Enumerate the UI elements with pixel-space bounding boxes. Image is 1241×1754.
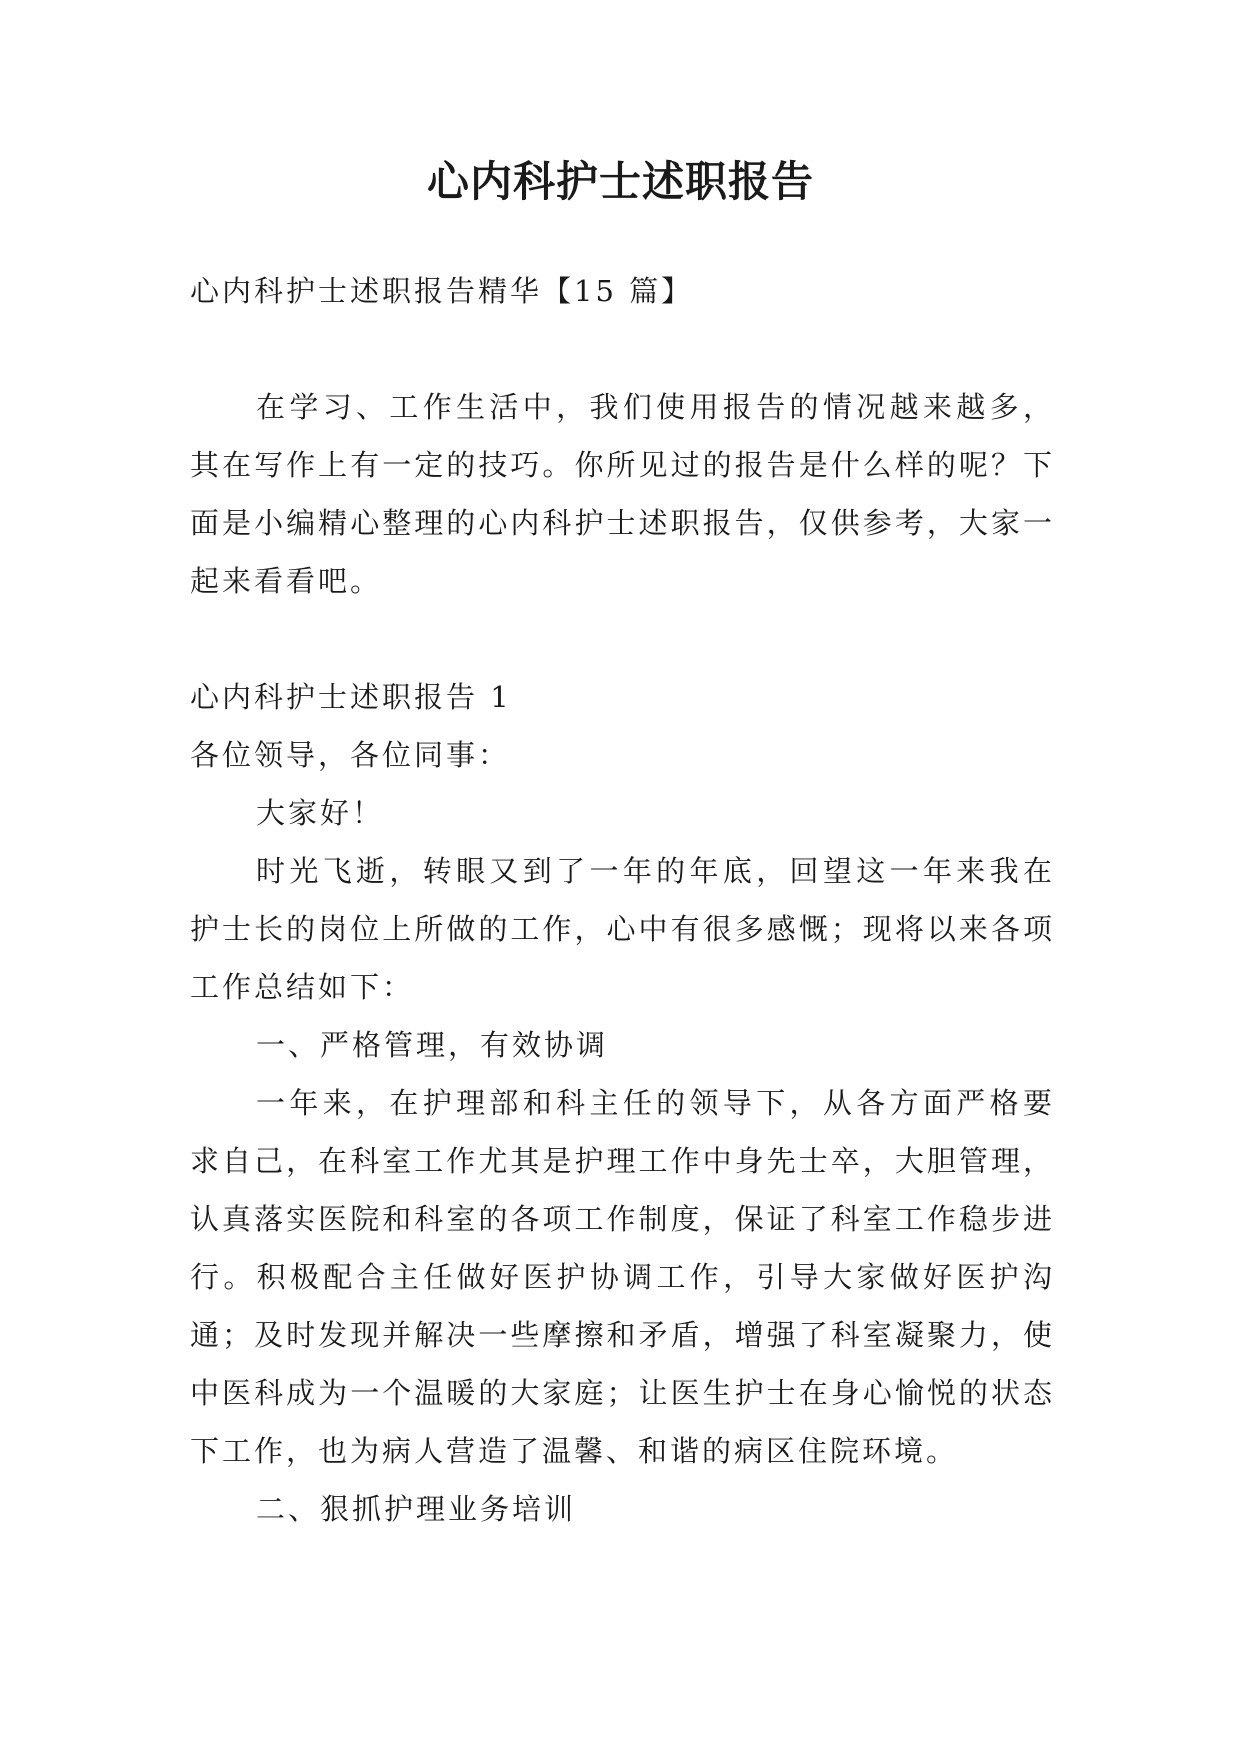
document-title: 心内科护士述职报告 [426,157,814,206]
heading-2: 二、狠抓护理业务培训 [256,1492,577,1526]
salutation: 各位领导，各位同事： [190,738,511,772]
paragraph-2: 一年来，在护理部和科主任的领导下，从各方面严格要求自己，在科室工作尤其是护理工作中身先士卒，大胆管理，认真落实医院和科室的各项工作制度，保证了科室工作稳步进行。积极配合主任做好医护协调工作，引导大家做好医护沟通；及时发现并解决一些摩擦和矛盾，增强了科室凝聚力，使中医科成为一个温暖的大家庭；让医生护士在身心愉悦的状态下工作，也为病人营造了温馨、和谐的病区住院环境。 [190,1086,1055,1468]
document-body [190,262,1055,1538]
intro-paragraph: 在学习、工作生活中，我们使用报告的情况越来越多，其在写作上有一定的技巧。你所见过的报告是什么样的呢？下面是小编精心整理的心内科护士述职报告，仅供参考，大家一起来看看吧。 [190,390,1055,598]
heading-1: 一、严格管理，有效协调 [256,1028,609,1062]
section-heading: 心内科护士述职报告 1 [190,680,512,714]
greeting: 大家好！ [256,796,385,830]
document-subtitle: 心内科护士述职报告精华【15 篇】 [190,274,694,308]
paragraph-1: 时光飞逝，转眼又到了一年的年底，回望这一年来我在护士长的岗位上所做的工作，心中有很多感慨；现将以来各项工作总结如下： [190,854,1055,1004]
